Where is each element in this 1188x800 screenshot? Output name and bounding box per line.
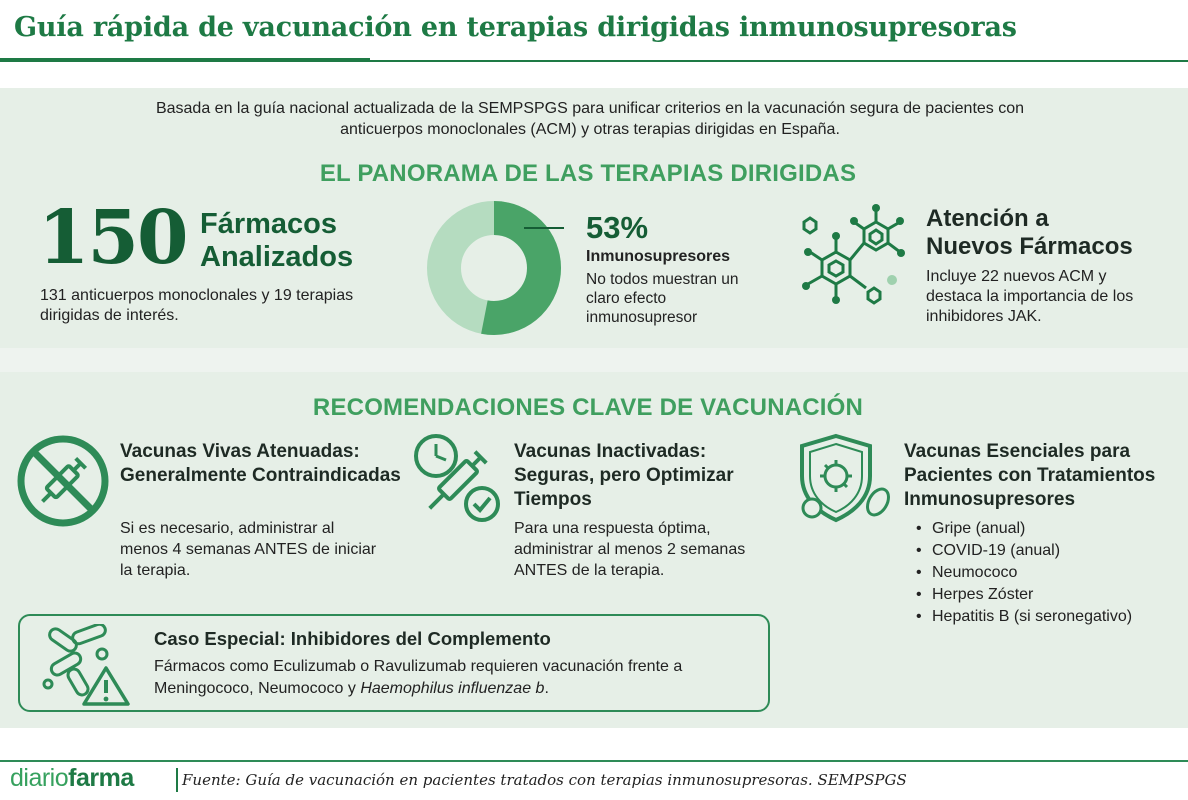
shield-virus-icon: [796, 432, 896, 526]
page-title: Guía rápida de vacunación en terapias dirigidas inmunosupresoras: [14, 12, 1017, 43]
bacteria-warning-icon: [42, 624, 134, 706]
clock-syringe-check-icon: [410, 432, 510, 526]
inactivated-vaccines-description: Para una respuesta óptima, administrar al menos 2 semanas ANTES de la terapia.: [514, 520, 746, 579]
drugs-label-line2: Analizados: [200, 241, 354, 273]
list-item: • Neumococo: [916, 562, 1132, 584]
logo-part-bold: farma: [68, 764, 134, 792]
immunosuppressor-description: No todos muestran un claro efecto inmunosupresor: [586, 271, 739, 326]
list-item: • Gripe (anual): [916, 518, 1132, 540]
new-drugs-title-line2: Nuevos Fármacos: [926, 233, 1133, 260]
footer-rule: [0, 760, 1188, 762]
logo-part-light: diario: [10, 764, 69, 792]
list-item: • Herpes Zóster: [916, 584, 1132, 606]
panorama-heading: EL PANORAMA DE LAS TERAPIAS DIRIGIDAS: [319, 160, 857, 187]
drugs-label: [200, 208, 353, 274]
immunosuppressor-percent: 53%: [586, 210, 649, 245]
immunosuppressor-label: Inmunosupresores: [586, 248, 731, 265]
special-case-text-end: .: [544, 680, 549, 697]
title-rule: [370, 60, 1188, 62]
diariofarma-logo[interactable]: [10, 764, 134, 793]
drugs-description: 131 anticuerpos monoclonales y 19 terapias dirigidas de interés.: [40, 287, 354, 324]
source-citation: Fuente: Guía de vacunación en pacientes tratados con terapias inmunosupresoras. SEMPSPGS: [182, 771, 907, 789]
special-case-description: [154, 656, 754, 700]
no-syringe-icon: [16, 434, 110, 528]
new-drugs-title: [926, 205, 1133, 261]
intro-text: Basada en la guía nacional actualizada de la SEMPSPGS para unificar criterios en la vacunación segura de pacientes con anticuerpos monoclonales (ACM) y otras terapias dirigidas en España.: [155, 100, 1025, 138]
drugs-count: 150: [38, 195, 187, 281]
essential-vaccines-title: Vacunas Esenciales para Pacientes con Tratamientos Inmunosupresores: [904, 441, 1156, 510]
list-item: • COVID-19 (anual): [916, 540, 1132, 562]
special-case-text: Fármacos como Eculizumab o Ravulizumab requieren vacunación frente a Meningococo, Neumococo y: [154, 658, 683, 697]
footer-separator: [176, 768, 178, 792]
special-case-title: Caso Especial: Inhibidores del Complemento: [154, 628, 551, 649]
list-item: • Hepatitis B (si seronegativo): [916, 606, 1132, 628]
drugs-label-line1: Fármacos: [200, 208, 338, 240]
live-vaccines-description: Si es necesario, administrar al menos 4 semanas ANTES de iniciar la terapia.: [120, 520, 377, 579]
inactivated-vaccines-title: Vacunas Inactivadas: Seguras, pero Optimizar Tiempos: [514, 441, 734, 510]
essential-vaccines-list: [916, 518, 1132, 628]
title-underline: [0, 58, 370, 62]
live-vaccines-title: Vacunas Vivas Atenuadas: Generalmente Contraindicadas: [120, 441, 401, 486]
recommendations-heading: RECOMENDACIONES CLAVE DE VACUNACIÓN: [312, 394, 864, 421]
section-divider: [0, 348, 1188, 372]
molecule-icon: [796, 200, 916, 312]
new-drugs-description: Incluye 22 nuevos ACM y destaca la importancia de los inhibidores JAK.: [926, 268, 1134, 325]
immunosuppressor-donut-chart: [424, 198, 564, 338]
special-case-italic: Haemophilus influenzae b: [360, 680, 545, 697]
new-drugs-title-line1: Atención a: [926, 205, 1049, 232]
